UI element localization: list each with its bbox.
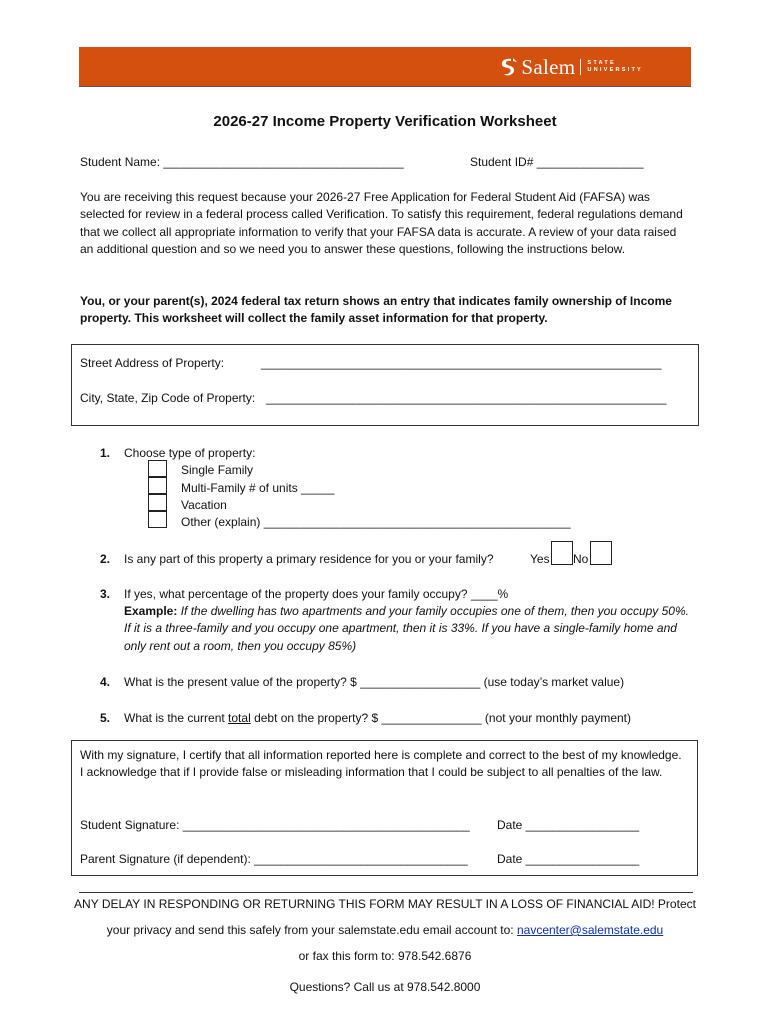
logo-wordmark: Salem [521, 55, 576, 79]
footer-phone: Questions? Call us at 978.542.8000 [289, 980, 481, 994]
no-label: No [573, 552, 589, 566]
logo-subtext: STATE UNIVERSITY [587, 60, 643, 73]
footer-warning: ANY DELAY IN RESPONDING OR RETURNING THIS FORM MAY RESULT IN A LOSS OF FINANCIAL AID! Protect [74, 897, 696, 911]
footer-rule [79, 892, 693, 893]
question-4-number: 4. [100, 675, 111, 689]
checkbox-yes[interactable] [551, 541, 573, 565]
salem-state-logo [497, 54, 643, 80]
question-4-text[interactable]: What is the present value of the property? $ __________________ (use today’s market value) [124, 675, 625, 689]
checkbox-multi-family[interactable] [148, 477, 167, 494]
logo-divider [580, 59, 581, 75]
parent-signature-field[interactable]: Parent Signature (if dependent): ________________________________ [80, 852, 468, 866]
certification-text: With my signature, I certify that all information reported here is complete and correct to the best of my knowledge. I acknowledge that if I provide false or misleading information that I could be subject to all penalties of the law. [80, 748, 682, 780]
footer-fax: or fax this form to: 978.542.6876 [298, 949, 472, 963]
student-name-field[interactable]: Student Name: ____________________________________ [80, 155, 404, 169]
page-title: 2026-27 Income Property Verification Worksheet [213, 113, 557, 130]
question-2-number: 2. [100, 552, 111, 566]
salem-logo-mark-icon [497, 56, 519, 78]
student-date-field[interactable]: Date _________________ [497, 818, 640, 832]
signature-box [71, 740, 698, 876]
checkbox-single-family[interactable] [148, 460, 167, 477]
question-1-number: 1. [100, 446, 111, 460]
header-banner [79, 47, 691, 86]
question-2-text: Is any part of this property a primary residence for you or your family? [124, 552, 494, 566]
question-3-text[interactable]: If yes, what percentage of the property does your family occupy? ____% [124, 587, 509, 601]
city-state-zip-label: City, State, Zip Code of Property: [80, 391, 256, 405]
parent-date-field[interactable]: Date _________________ [497, 852, 640, 866]
option-single-family: Single Family [181, 463, 254, 477]
option-multi-family: Multi-Family # of units _____ [181, 481, 335, 495]
checkbox-other[interactable] [148, 511, 167, 528]
property-address-box [71, 344, 699, 426]
header-rule [79, 86, 691, 87]
student-signature-field[interactable]: Student Signature: ___________________________________________ [80, 818, 470, 832]
city-state-zip-input[interactable]: ____________________________________________________________ [266, 391, 667, 405]
yes-label: Yes [530, 552, 550, 566]
street-address-input[interactable]: ____________________________________________________________ [261, 356, 662, 370]
checkbox-vacation[interactable] [148, 494, 167, 511]
question-5-text[interactable]: What is the current total debt on the property? $ _______________ (not your monthly payment) [124, 711, 631, 725]
checkbox-no[interactable] [590, 541, 612, 565]
option-other: Other (explain) ______________________________________________ [181, 515, 571, 529]
student-id-field[interactable]: Student ID# ________________ [470, 155, 644, 169]
question-3-example: Example: If the dwelling has two apartments and your family occupies one of them, then you occupy 50%. If it is a three-family and you occupy one apartment, then it is 33%. If you have a single-family home and only rent out a room, then you occupy 85%) [124, 604, 689, 653]
footer-privacy: your privacy and send this safely from your salemstate.edu email account to: navcenter@salemstate.edu [106, 923, 664, 937]
question-5-number: 5. [100, 711, 111, 725]
notice-paragraph: You, or your parent(s), 2024 federal tax return shows an entry that indicates family ownership of Income property. This worksheet will collect the family asset information for that property. [80, 294, 672, 326]
street-address-label: Street Address of Property: [80, 356, 225, 370]
intro-paragraph: You are receiving this request because your 2026-27 Free Application for Federal Student Aid (FAFSA) was selected for review in a federal process called Verification. To satisfy this requirement, federal regulations demand that we collect all appropriate information to verify that your FAFSA data is accurate. A review of your data raised an additional question and so we need you to answer these questions, following the instructions below. [80, 190, 683, 257]
option-vacation: Vacation [181, 498, 227, 512]
question-3-number: 3. [100, 587, 111, 601]
question-1-text: Choose type of property: [124, 446, 256, 460]
email-link[interactable]: navcenter@salemstate.edu [516, 923, 664, 937]
